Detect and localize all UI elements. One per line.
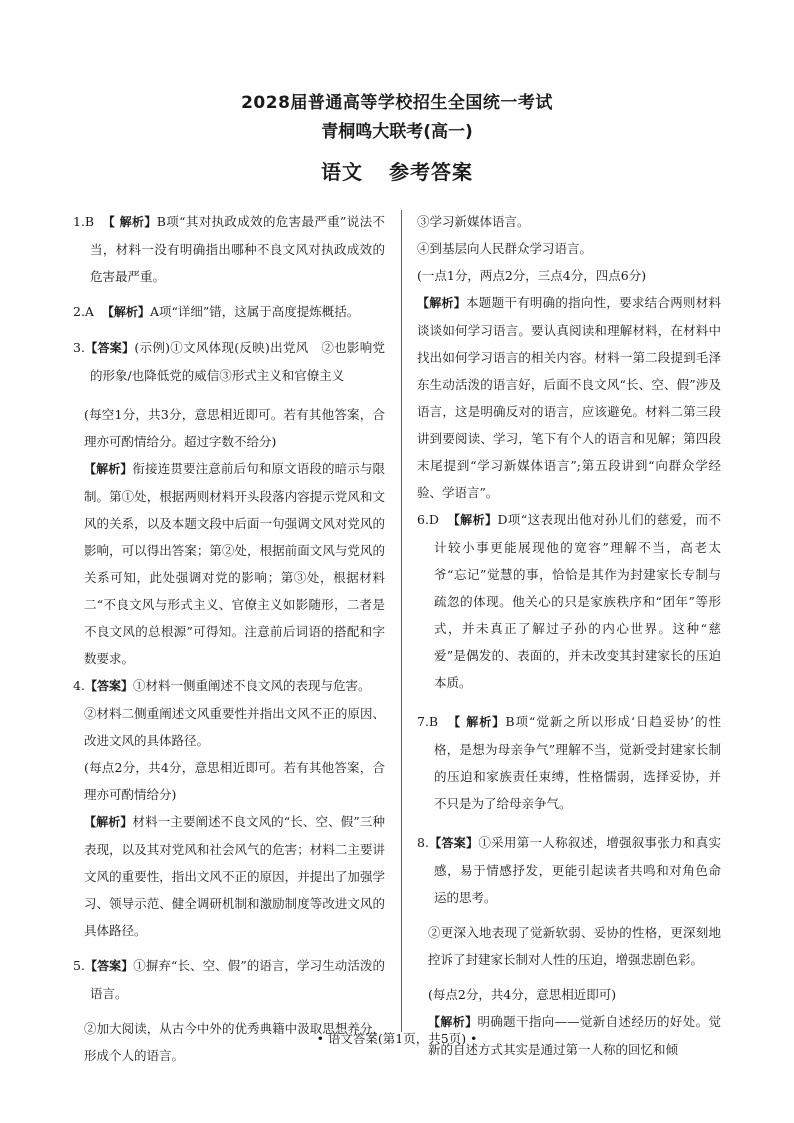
- q3-tag: 【答案】: [84, 341, 135, 355]
- q8-analysis: 明确题干指向——觉新自述经历的好处。觉新的自述方式其实是通过第一人称的回忆和倾: [428, 1014, 721, 1057]
- q2-tag: 【解析】: [101, 305, 150, 319]
- question-5-cont: [417, 208, 721, 506]
- page-footer: • 语文答案(第1页，共5页) •: [316, 1031, 478, 1046]
- q3-analysis: 衔接连贯要注意前后句和原文语段的暗示与限制。第①处，根据两则材料开头段落内容提示党风和文风的关系，以及本题文段中后面一句强调文风对党风的影响，可以得出答案；第②处，根据前面文风与党风的关系可知，此处强调对党的影响；第③处，根据材料二“不良文风与形式主义、官僚主义如影随形，二者是不良文风的总根源”可得知。注意前后词语的搭配和字数要求。: [84, 461, 385, 666]
- q5-answer-3: ③学习新媒体语言。: [417, 214, 530, 229]
- question-1: [73, 208, 385, 290]
- q4-tag: 【答案】: [84, 679, 133, 693]
- q8-tag: 【答案】: [428, 836, 479, 850]
- page-title: [0, 156, 794, 185]
- q2-number: 2.A: [73, 304, 94, 319]
- exam-title: 2028届普通高等学校招生全国统一考试: [241, 93, 553, 113]
- column-divider: [401, 210, 402, 1032]
- q5-answer-2: ②加大阅读，从古今中外的优秀典籍中汲取思想养分，形成个人的语言。: [84, 1021, 385, 1063]
- q6-text: D项“这表现出他对孙儿们的慈爱，而不计较小事更能展现他的宽容”理解不当，高老太爷“忘记”觉慧的事，恰恰是其作为封建家长专制与疏忽的体现。他关心的只是家族秩序和“团年”等形式，并未真正了解过子孙的内心世界。这种“慈爱”是偶发的、表面的，并未改变其封建家长的压迫本质。: [434, 512, 721, 690]
- right-column: [417, 208, 721, 1063]
- q5-score: (一点1分，两点2分，三点4分，四点6分): [417, 268, 647, 283]
- q4-answer-1: ①材料一侧重阐述不良文风的表现与危害。: [132, 678, 371, 693]
- q4-number: 4.: [73, 678, 85, 693]
- q6-tag: 【解析】: [447, 513, 498, 527]
- question-4: [73, 672, 385, 944]
- q3-score: (每空1分，共3分，意思相近即可。若有其他答案，合理亦可酌情给分。超过字数不给分): [84, 407, 385, 449]
- q4-score: (每点2分，共4分，意思相近即可。若有其他答案，合理亦可酌情给分): [84, 760, 385, 802]
- q7-text: B项“觉新之所以形成‘日趋妥协’的性格，是想为母亲争气”理解不当，觉新受封建家长制的压迫和家族责任束缚，性格懦弱，选择妥协，并不只是为了给母亲争气。: [434, 714, 721, 811]
- q5-number: 5.: [73, 958, 85, 973]
- q4-analysis: 材料一主要阐述不良文风的“长、空、假”三种表现，以及其对党风和社会风气的危害；材料二主要讲文风的重要性，指出文风不正的原因，并提出了加强学习、领导示范、健全调研机制和激励制度等改进文风的具体路径。: [84, 814, 385, 938]
- q5-answer-1: ①摒弃“长、空、假”的语言，学习生动活泼的语言。: [90, 958, 385, 1001]
- question-5: [73, 952, 385, 1069]
- question-2: [73, 298, 385, 326]
- exam-subtitle: 青桐鸣大联考(高一): [321, 122, 473, 142]
- q5-answer-4: ④到基层向人民群众学习语言。: [417, 241, 593, 256]
- q8-answer-1: ①采用第一人称叙述，增强叙事张力和真实感，易于情感抒发，更能引起读者共鸣和对角色命运的思考。: [434, 835, 721, 905]
- q1-tag: 【 解析】: [102, 215, 157, 229]
- q5-tag: 【答案】: [84, 959, 134, 973]
- q3-number: 3.: [73, 340, 85, 355]
- q5-analysis: 本题题干有明确的指向性，要求结合两则材料谈谈如何学习语言。要认真阅读和理解材料，在材料中找出如何学习语言的相关内容。材料一第二段提到毛泽东生动活泼的语言好，后面不良文风“长、空、假”涉及语言，这是明确反对的语言，应该避免。材料二第三段讲到要阅读、学习，笔下有个人的语言和见解；第四段末尾提到“学习新媒体语言”;第五段讲到“向群众学经验、学语言”。: [417, 295, 721, 500]
- q7-number: 7.B: [417, 714, 439, 729]
- question-8: [417, 829, 721, 1063]
- q3-answer: (示例)①文风体现(反映)出党风 ②也影响党的形象/也降低党的威信③形式主义和官僚主义: [90, 340, 385, 383]
- subject-label: 语文: [321, 160, 363, 184]
- q4-analysis-tag: 【解析】: [84, 815, 133, 829]
- q5-analysis-tag: 【解析】: [417, 296, 467, 310]
- answer-kind-label: 参考答案: [389, 160, 473, 184]
- question-3: [73, 334, 385, 672]
- q8-score: (每点2分，共4分，意思相近即可): [428, 987, 617, 1002]
- q8-number: 8.: [417, 835, 429, 850]
- q1-text: B项“其对执政成效的危害最严重”说法不当，材料一没有明确指出哪种不良文风对执政成效的危害最严重。: [90, 214, 385, 284]
- question-6: [417, 506, 721, 696]
- left-column: [73, 208, 385, 1069]
- q7-tag: 【 解析】: [448, 715, 506, 729]
- q8-answer-2: ②更深入地表现了觉新软弱、妥协的性格，更深刻地控诉了封建家长制对人性的压迫，增强悲剧色彩。: [428, 925, 721, 967]
- q3-analysis-tag: 【解析】: [84, 462, 133, 476]
- q6-number: 6.D: [417, 512, 439, 527]
- q4-answer-2: ②材料二侧重阐述文风重要性并指出文风不正的原因、改进文风的具体路径。: [84, 706, 385, 748]
- q2-text: A项“详细”错，这属于高度提炼概括。: [149, 304, 360, 319]
- question-7: [417, 708, 721, 817]
- q8-analysis-tag: 【解析】: [428, 1015, 478, 1029]
- q1-number: 1.B: [73, 214, 95, 229]
